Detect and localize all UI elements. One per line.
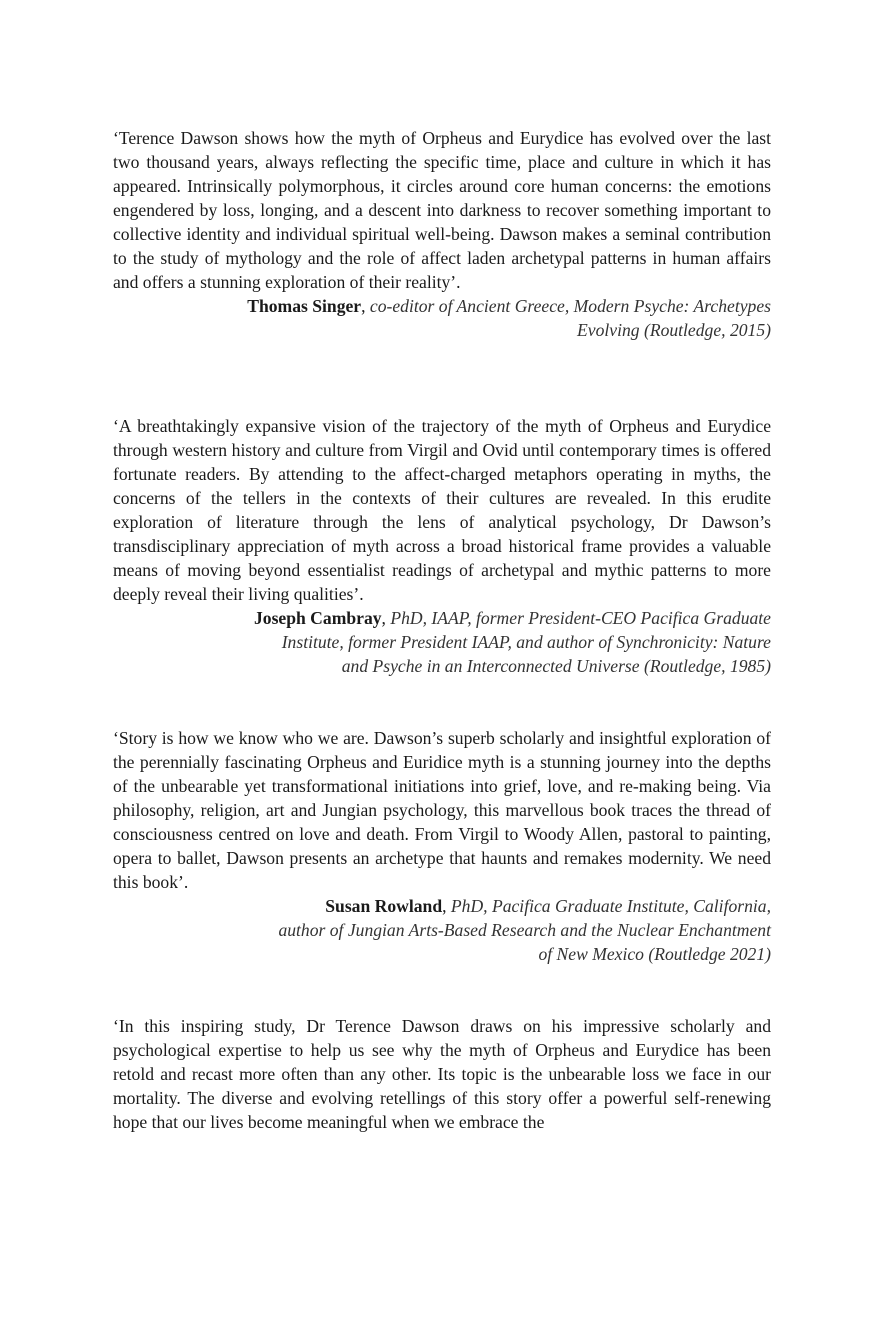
endorser-name: Thomas Singer: [247, 296, 362, 316]
endorsement-quote: ‘A breathtakingly expansive vision of the trajectory of the myth of Orpheus and Eurydice through western history and culture from Virgil and Ovid until contemporary times is offered fortunate readers. By attending to the affect-charged metaphors operating in myths, the concerns of the tellers in the contexts of their cultures are revealed. In this erudite exploration of literature through the lens of analytical psychology, Dr Dawson’s transdisciplinary appreciation of myth across a broad historical frame provides a valuable means of moving beyond essentialist readings of archetypal and mythic patterns to more deeply reveal their living qualities’.: [113, 416, 771, 604]
endorsement-susan-rowland: [113, 726, 771, 966]
endorsement-attribution: [113, 606, 771, 678]
endorsement-quote: ‘Story is how we know who we are. Dawson’s superb scholarly and insightful exploration of the perennially fascinating Orpheus and Euridice myth is a stunning journey into the depths of the unbearable yet transformational initiations into grief, love, and re-making being. Via philosophy, religion, art and Jungian psychology, this marvellous book traces the thread of consciousness centred on love and death. From Virgil to Woody Allen, pastoral to painting, opera to ballet, Dawson presents an archetype that haunts and remakes modernity. We need this book’.: [113, 728, 771, 892]
endorsement-attribution: [113, 294, 771, 342]
endorsement-quote: ‘Terence Dawson shows how the myth of Orpheus and Eurydice has evolved over the last two thousand years, always reflecting the specific time, place and culture in which it has appeared. Intrinsically polymorphous, it circles around core human concerns: the emotions engendered by loss, longing, and a descent into darkness to recover something important to collective identity and individual spiritual well-being. Dawson makes a seminal contribution to the study of mythology and the role of affect laden archetypal patterns in human affairs and offers a stunning exploration of their reality’.: [113, 128, 771, 292]
endorser-credentials: author of Jungian Arts-Based Research and the Nuclear Enchantment: [278, 920, 771, 940]
endorser-credentials: PhD, IAAP, former President-CEO Pacifica Graduate: [390, 608, 771, 628]
endorsement-joseph-cambray: [113, 414, 771, 678]
endorser-credentials: Institute, former President IAAP, and author of Synchronicity: Nature: [281, 632, 771, 652]
endorsement-thomas-singer: [113, 126, 771, 342]
endorser-name: Joseph Cambray: [253, 608, 382, 628]
endorser-credentials: co-editor of Ancient Greece, Modern Psyche: Archetypes: [369, 296, 771, 316]
endorser-credentials: of New Mexico (Routledge 2021): [538, 944, 771, 964]
endorsement-attribution: [113, 894, 771, 966]
endorsement-fourth: [113, 1014, 771, 1134]
endorser-credentials: PhD, Pacifica Graduate Institute, California,: [450, 896, 771, 916]
endorsement-quote: ‘In this inspiring study, Dr Terence Dawson draws on his impressive scholarly and psychological expertise to help us see why the myth of Orpheus and Eurydice has been retold and recast more often than any other. Its topic is the unbearable loss we face in our mortality. The diverse and evolving retellings of this story offer a powerful self-renewing hope that our lives become meaningful when we embrace the: [113, 1016, 771, 1132]
endorser-credentials: Evolving (Routledge, 2015): [577, 320, 771, 340]
attribution-separator: ,: [361, 296, 370, 316]
attribution-separator: ,: [381, 608, 391, 628]
endorser-credentials: and Psyche in an Interconnected Universe (Routledge, 1985): [341, 656, 771, 676]
endorser-name: Susan Rowland: [325, 896, 443, 916]
attribution-separator: ,: [442, 896, 451, 916]
